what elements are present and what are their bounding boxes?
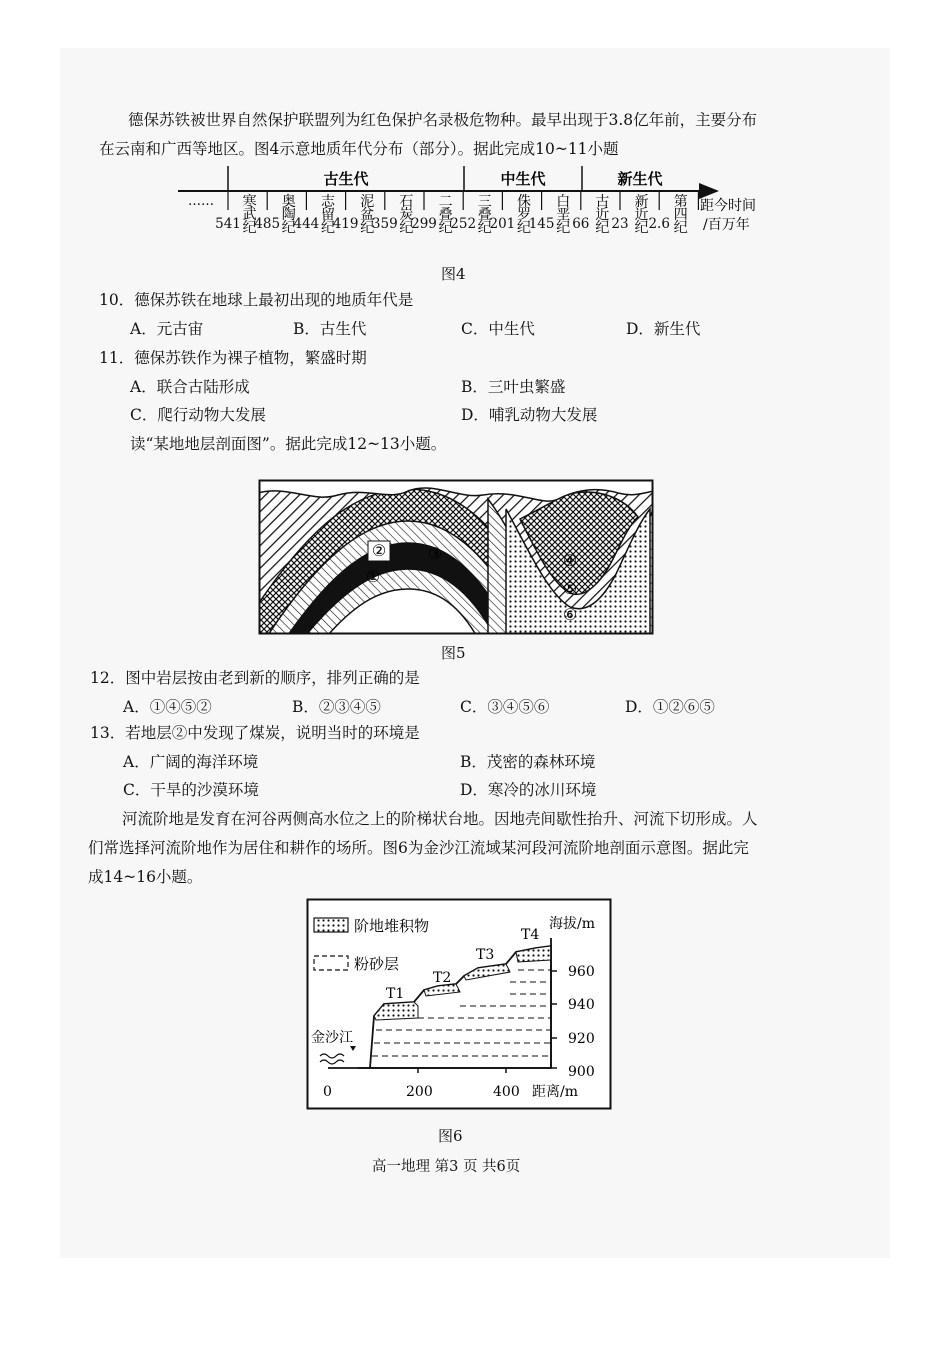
y-tick-920: 920 — [568, 1031, 595, 1047]
figure-6-caption: 图6 — [438, 1127, 463, 1145]
question-11-option-d[interactable]: D．哺乳动物大发展 — [461, 406, 598, 424]
figure-5-caption: 图5 — [441, 644, 466, 662]
question-12-stem: 12．图中岩层按由老到新的顺序，排列正确的是 — [90, 669, 420, 687]
axis-label-time: 距今时间 — [700, 198, 756, 214]
period-name: 第四纪 — [673, 194, 688, 236]
terrace-label-t2: T2 — [433, 970, 452, 986]
period-name: 寒武纪 — [242, 194, 257, 236]
question-13-option-c[interactable]: C．干旱的沙漠环境 — [123, 781, 259, 799]
question-10-option-b[interactable]: B．古生代 — [293, 320, 367, 338]
question-13-option-b[interactable]: B．茂密的森林环境 — [460, 753, 596, 771]
boundary-age: 23 — [611, 216, 629, 232]
page-footer: 高一地理 第3 页 共6页 — [372, 1159, 521, 1175]
intro-14-16-line-2: 们常选择河流阶地作为居住和耕作的场所。图6为金沙江流域某河段河流阶地剖面示意图。据此完 — [88, 839, 749, 857]
question-10-stem: 10．德保苏铁在地球上最初出现的地质年代是 — [99, 291, 414, 309]
x-axis-label: 距离/m — [532, 1084, 578, 1100]
y-tick-900: 900 — [568, 1064, 595, 1080]
question-12-option-b[interactable]: B．②③④⑤ — [292, 698, 381, 716]
period-name: 石炭纪 — [399, 194, 414, 236]
boundary-age: 252 — [450, 216, 477, 232]
boundary-age: 66 — [572, 216, 590, 232]
era-paleozoic: 古生代 — [323, 170, 369, 188]
x-tick-0: 0 — [323, 1084, 332, 1100]
y-tick-940: 940 — [568, 997, 595, 1013]
question-13-option-d[interactable]: D．寒冷的冰川环境 — [460, 781, 597, 799]
boundary-age: 419 — [332, 216, 359, 232]
period-name: 二叠纪 — [438, 194, 453, 236]
question-13-option-a[interactable]: A．广阔的海洋环境 — [123, 753, 259, 771]
legend-silt-layer: 粉砂层 — [354, 955, 400, 973]
timeline-ellipsis: …… — [188, 194, 214, 209]
x-tick-200: 200 — [406, 1084, 433, 1100]
river-label: 金沙江 — [311, 1030, 353, 1046]
question-10-option-d[interactable]: D．新生代 — [626, 320, 701, 338]
question-11-option-c[interactable]: C．爬行动物大发展 — [130, 406, 266, 424]
question-10-option-c[interactable]: C．中生代 — [461, 320, 535, 338]
figure-4-caption: 图4 — [441, 265, 466, 283]
period-name: 奥陶纪 — [281, 194, 296, 236]
period-name: 泥盆纪 — [360, 194, 375, 236]
stratum-label-6: ⑥ — [562, 605, 578, 624]
terrace-label-t1: T1 — [386, 986, 405, 1002]
boundary-age: 541 — [215, 216, 241, 232]
boundary-age: 485 — [254, 216, 281, 232]
figure-4-timescale — [170, 160, 780, 250]
stratum-label-4: ④ — [562, 551, 578, 570]
intro-line-2: 在云南和广西等地区。图4示意地质年代分布（部分）。据此完成10~11小题 — [99, 140, 619, 158]
figure-5-strata — [258, 479, 654, 635]
question-12-option-d[interactable]: D．①②⑥⑤ — [625, 698, 715, 716]
question-11-stem: 11．德保苏铁作为裸子植物，繁盛时期 — [99, 349, 367, 367]
question-13-stem: 13．若地层②中发现了煤炭，说明当时的环境是 — [90, 724, 420, 742]
era-mesozoic: 中生代 — [500, 170, 546, 188]
boundary-age: 299 — [411, 216, 437, 232]
intro-line-1: 德保苏铁被世界自然保护联盟列为红色保护名录极危物种。最早出现于3.8亿年前，主要分布 — [128, 111, 758, 129]
question-12-option-c[interactable]: C．③④⑤⑥ — [460, 698, 550, 716]
y-tick-960: 960 — [568, 964, 595, 980]
boundary-age: 359 — [371, 216, 398, 232]
legend-terrace-deposit: 阶地堆积物 — [354, 917, 430, 935]
intro-14-16-line-1: 河流阶地是发育在河谷两侧高水位之上的阶梯状台地。因地壳间歇性抬升、河流下切形成。人 — [122, 810, 758, 828]
question-12-option-a[interactable]: A．①④⑤② — [123, 698, 212, 716]
terrace-label-t3: T3 — [476, 947, 495, 963]
period-name: 志留纪 — [321, 194, 335, 236]
boundary-age: 2.6 — [648, 216, 670, 232]
question-11-option-b[interactable]: B．三叶虫繁盛 — [461, 378, 566, 396]
period-name: 新近纪 — [634, 194, 649, 236]
stratum-label-2: ② — [371, 541, 387, 560]
y-axis-label: 海拔/m — [549, 916, 595, 932]
period-name: 古近纪 — [595, 194, 610, 236]
question-11-option-a[interactable]: A．联合古陆形成 — [130, 378, 250, 396]
period-name: 白垩纪 — [556, 194, 571, 236]
intro-14-16-line-3: 成14~16小题。 — [88, 868, 203, 886]
period-name: 侏罗纪 — [517, 194, 531, 236]
stratum-label-3: ③ — [427, 544, 443, 563]
stratum-label-1: ① — [365, 567, 381, 586]
question-10-option-a[interactable]: A．元古宙 — [130, 320, 204, 338]
terrace-label-t4: T4 — [521, 927, 540, 943]
figure-6-terrace-profile — [306, 898, 612, 1110]
boundary-age: 444 — [293, 216, 320, 232]
era-cenozoic: 新生代 — [617, 170, 663, 188]
boundary-age: 201 — [489, 216, 516, 232]
stratum-label-5: ⑤ — [562, 579, 578, 598]
axis-label-unit: /百万年 — [703, 217, 750, 233]
boundary-age: 145 — [528, 216, 555, 232]
intro-12-13: 读“某地地层剖面图”。据此完成12~13小题。 — [130, 435, 447, 453]
x-tick-400: 400 — [493, 1084, 520, 1100]
period-name: 三叠纪 — [477, 194, 492, 236]
